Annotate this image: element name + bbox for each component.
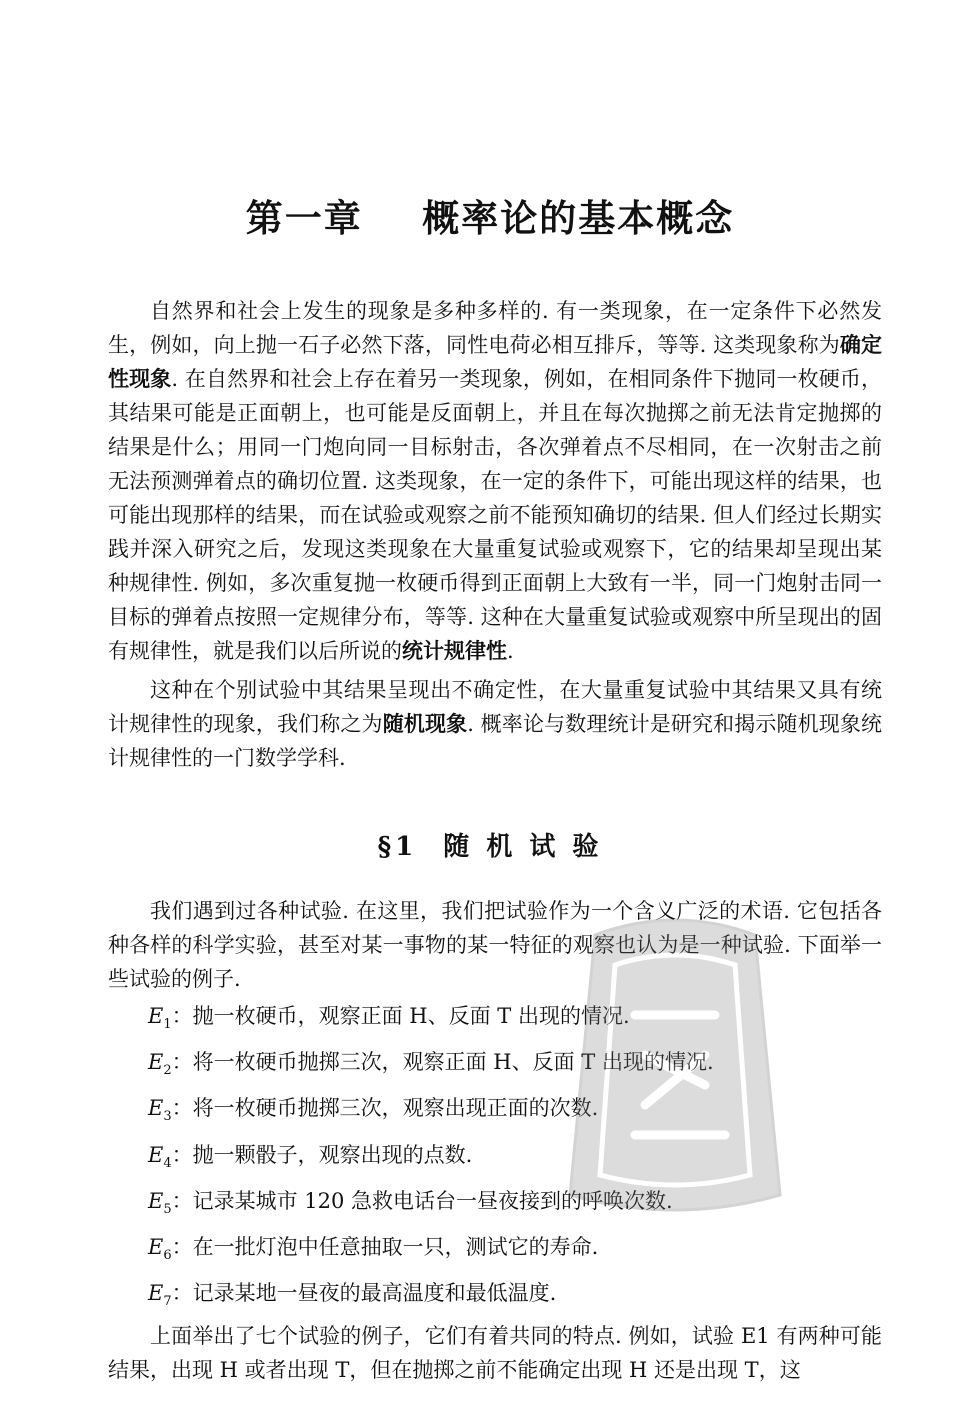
experiment-label: $E_5$ bbox=[148, 1188, 172, 1217]
library-seal-watermark bbox=[555, 905, 795, 1225]
section-heading bbox=[0, 826, 980, 863]
section-number: §1 bbox=[377, 832, 418, 862]
experiment-text: ：抛一颗骰子，观察出现的点数. bbox=[171, 1142, 473, 1167]
experiment-item bbox=[108, 1230, 882, 1273]
chapter-title: 第一章 概率论的基本概念 bbox=[245, 196, 735, 240]
term-deterministic: 确定性现象 bbox=[108, 332, 882, 391]
experiment-label: $E_3$ bbox=[148, 1096, 172, 1125]
text-run: . bbox=[507, 639, 514, 663]
term-statistical-regularity: 统计规律性 bbox=[402, 638, 507, 663]
text-run: 自然界和社会上发生的现象是多种多样的. 有一类现象，在一定条件下必然发生，例如，向上抛一石子必然下落，同性电荷必相互排斥，等等. 这类现象称为 bbox=[108, 299, 882, 357]
experiment-item bbox=[108, 1276, 882, 1319]
experiment-label: $E_7$ bbox=[148, 1281, 172, 1310]
term-random-phenomenon: 随机现象 bbox=[382, 711, 468, 736]
intro-text bbox=[108, 294, 882, 775]
section-paragraph-2: 上面举出了七个试验的例子，它们有着共同的特点. 例如，试验 E1 有两种可能结果，出现 H 或者出现 T，但在抛掷之前不能确定出现 H 还是出现 T，这 bbox=[108, 1324, 882, 1383]
section-title: 随 机 试 验 bbox=[443, 832, 603, 862]
experiment-text: ：记录某地一昼夜的最高温度和最低温度. bbox=[171, 1281, 557, 1306]
experiment-text: ：将一枚硬币抛掷三次，观察出现正面的次数. bbox=[171, 1096, 599, 1121]
experiment-label: $E_4$ bbox=[148, 1142, 172, 1171]
experiment-label: $E_2$ bbox=[148, 1050, 172, 1079]
text-run: . 在自然界和社会上存在着另一类现象，例如，在相同条件下抛同一枚硬币，其结果可能是正面朝上，也可能是反面朝上，并且在每次抛掷之前无法肯定抛掷的结果是什么；用同一门炮向同一目标射击，各次弹着点不尽相同，在一次射击之前无法预测弹着点的确切位置. 这类现象，在一定的条件下，可能出现这样的结果，也可能出现那样的结果，而在试验或观察之前不能预知确切的结果. 但人们经过长期实践并深入研究之后，发现这类现象在大量重复试验或观察下，它的结果却呈现出某种规律性. 例如，多次重复抛一枚硬币得到正面朝上大致有一半，同一门炮射击同一目标的弹着点按照一定规律分布，等等. 这种在大量重复试验或观察中所呈现出的固有规律性，就是我们以后所说的 bbox=[108, 367, 882, 663]
text-run: 这种在个别试验中其结果呈现出不确定性，在大量重复试验中其结果又具有统计规律性的现象，我们称之为 bbox=[108, 678, 882, 736]
section-paragraph-1: 我们遇到过各种试验. 在这里，我们把试验作为一个含义广泛的术语. 它包括各种各样的科学实验，甚至对某一事物的某一特征的观察也认为是一种试验. 下面举一些试验的例子. bbox=[108, 899, 882, 991]
experiment-label: $E_1$ bbox=[148, 1004, 172, 1033]
experiment-text: ：将一枚硬币抛掷三次，观察正面 H、反面 T 出现的情况. bbox=[171, 1050, 714, 1075]
experiment-text: ：抛一枚硬币，观察正面 H、反面 T 出现的情况. bbox=[171, 1004, 630, 1028]
experiment-text: ：记录某城市 120 急救电话台一昼夜接到的呼唤次数. bbox=[171, 1188, 673, 1213]
intro-paragraph-1 bbox=[108, 294, 882, 668]
intro-paragraph-2 bbox=[108, 673, 882, 775]
text-run: . 概率论与数理统计是研究和揭示随机现象统计规律性的一门数学学科. bbox=[108, 712, 883, 770]
experiment-label: $E_6$ bbox=[148, 1234, 172, 1264]
experiment-text: ：在一批灯泡中任意抽取一只，测试它的寿命. bbox=[171, 1234, 599, 1259]
